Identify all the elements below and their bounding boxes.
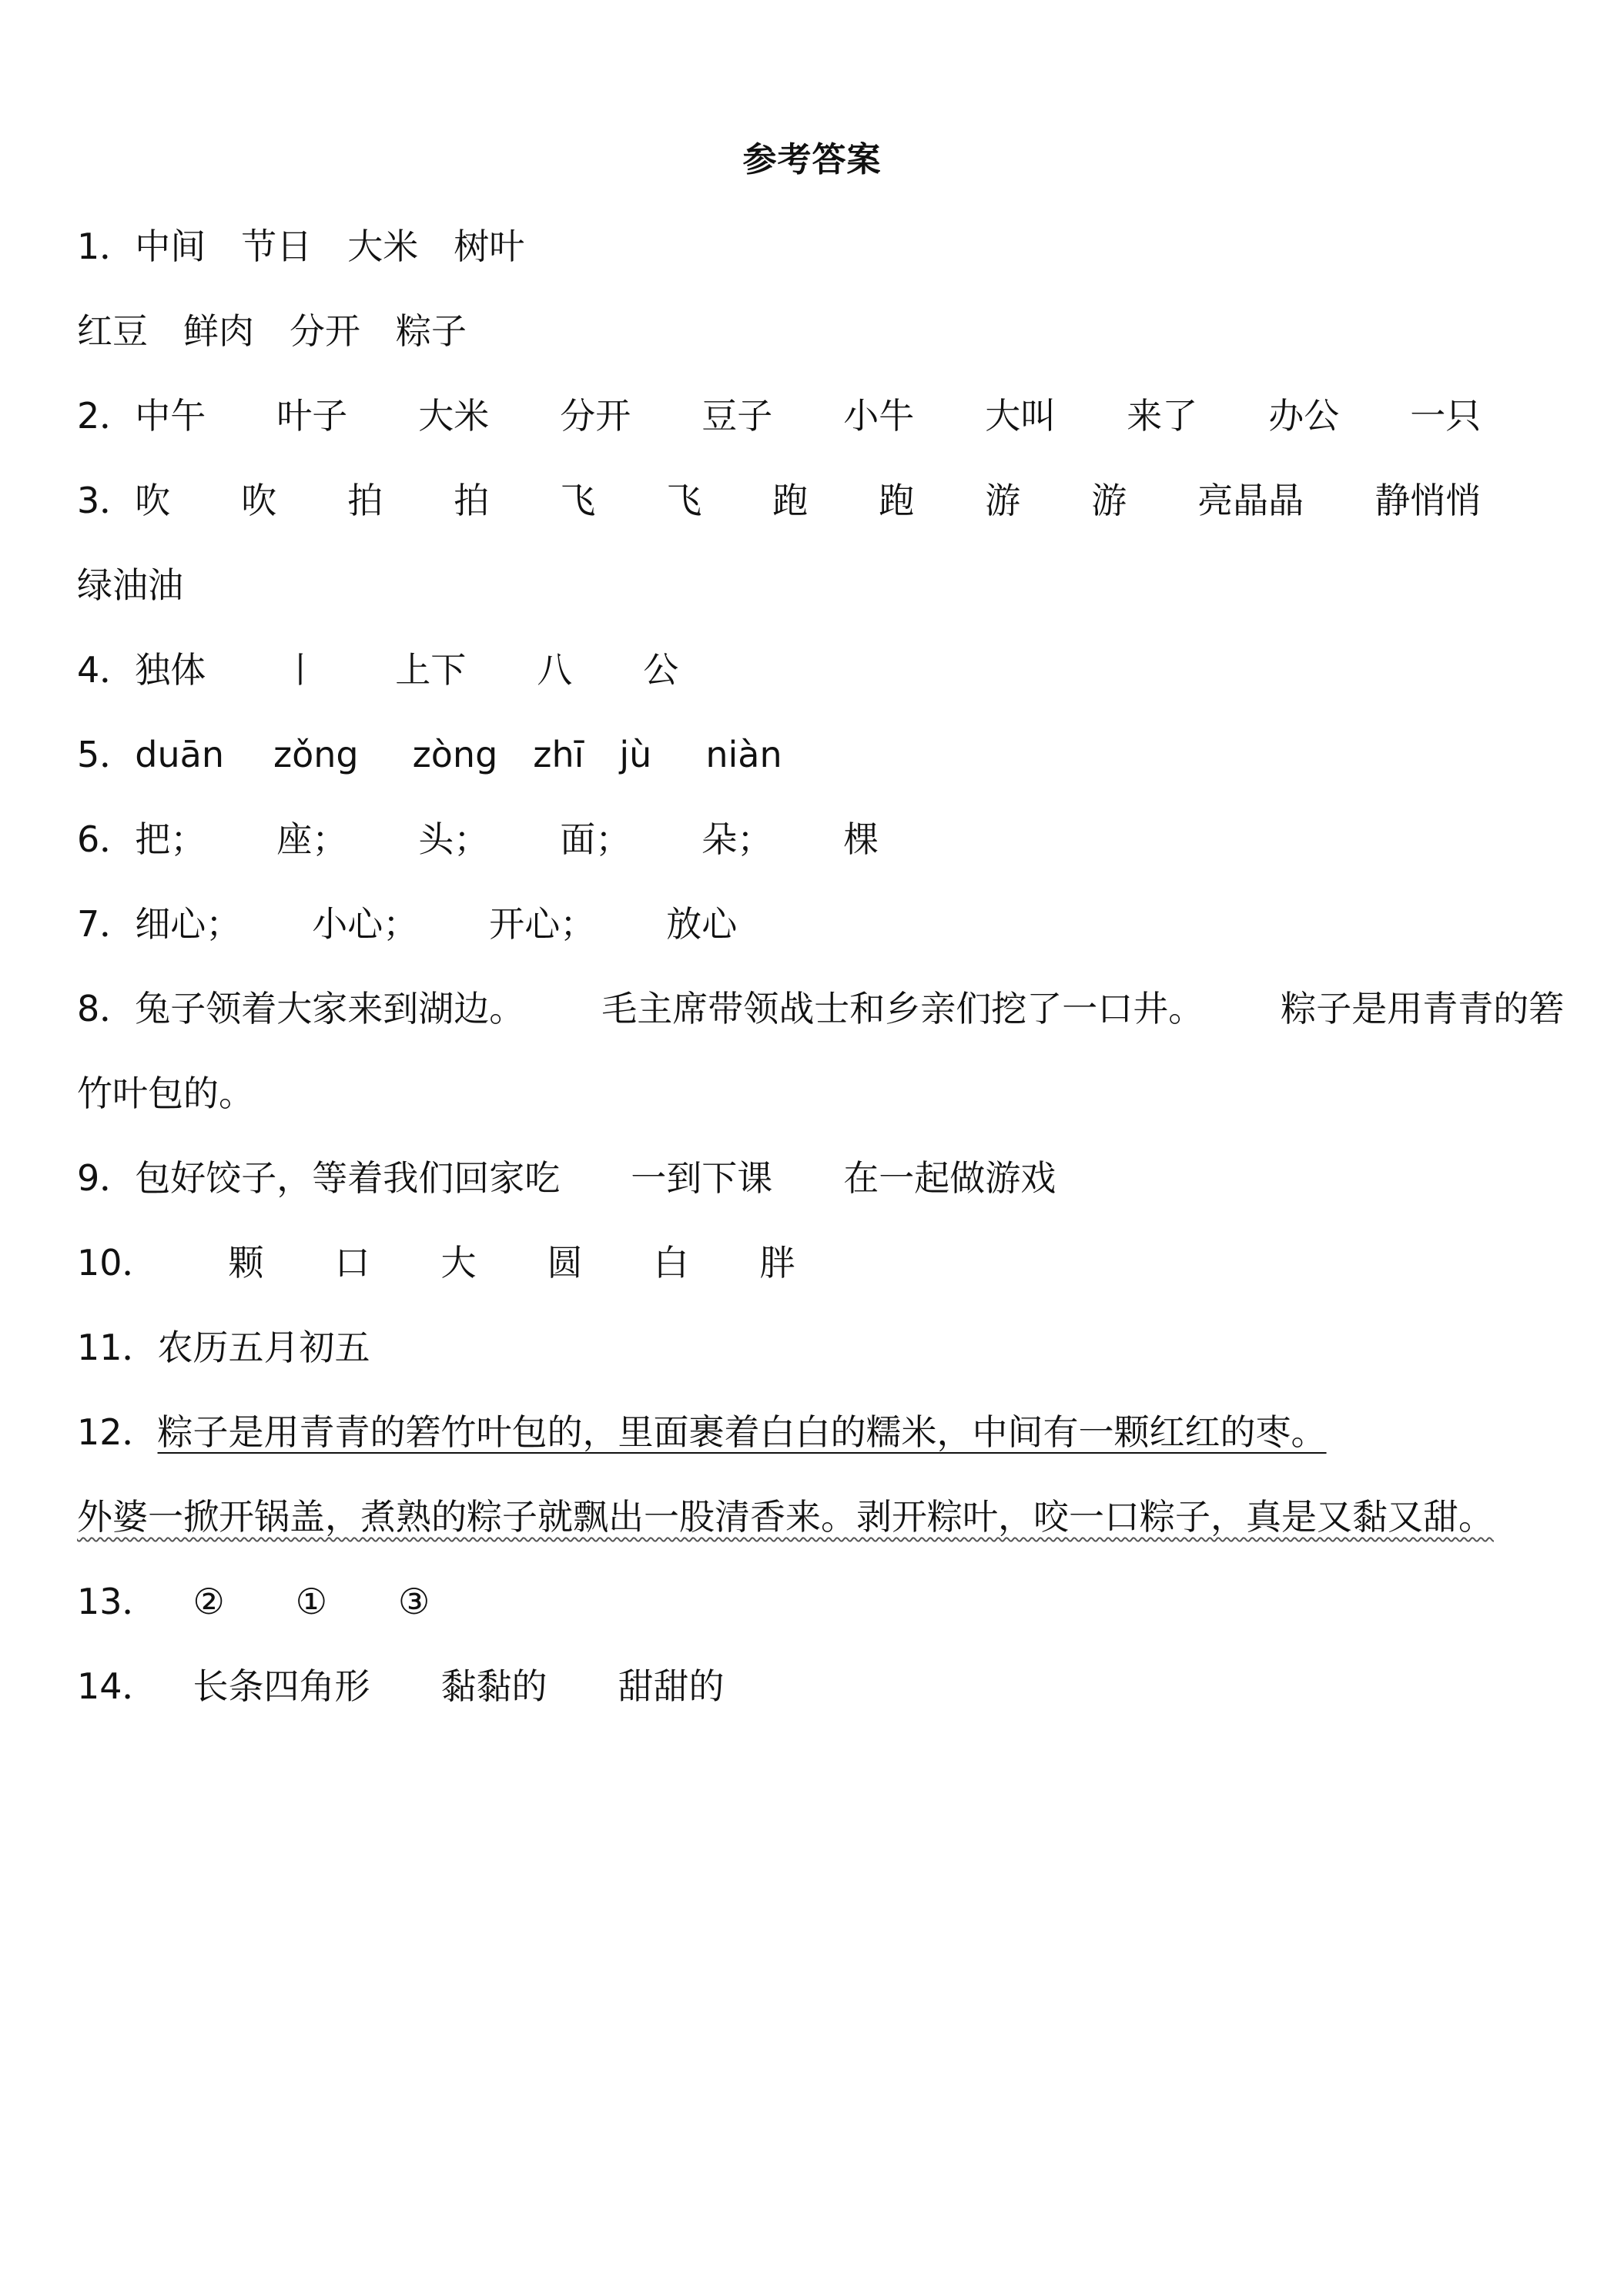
answer-word: 丨 <box>283 649 319 691</box>
answer-4 <box>77 647 678 693</box>
answer-14 <box>77 1663 725 1709</box>
answer-word: 甜甜的 <box>618 1665 725 1707</box>
circled-number: ② <box>193 1581 225 1622</box>
answer-word: 中间 <box>135 226 206 267</box>
answer-word: 跑 <box>772 480 809 521</box>
pinyin-answer: jù <box>619 734 652 775</box>
answer-word: 细心； <box>135 903 242 945</box>
answer-word: 办公 <box>1268 395 1340 437</box>
answer-number: 3． <box>77 480 136 521</box>
answer-word: 吹 <box>241 480 277 521</box>
answer-word: 叶子 <box>276 395 348 437</box>
answer-word: 跑 <box>879 480 915 521</box>
answer-word: 亮晶晶 <box>1197 480 1304 521</box>
answer-11 <box>77 1324 370 1371</box>
answer-word: 小牛 <box>843 395 915 437</box>
pinyin-answer: niàn <box>705 734 782 775</box>
answer-word: 节日 <box>241 226 313 267</box>
answer-word: 豆子 <box>702 395 773 437</box>
answer-sentence: 兔子领着大家来到湖边。 <box>135 988 525 1029</box>
answer-number: 9． <box>77 1157 136 1199</box>
answer-word: 飞 <box>666 480 702 521</box>
answer-word: 中午 <box>135 395 206 437</box>
answer-word: 分开 <box>560 395 631 437</box>
pinyin-answer: duān <box>135 734 224 775</box>
answer-word: 圆 <box>547 1242 583 1284</box>
answer-3-continued <box>77 562 183 608</box>
answer-number: 5． <box>77 734 136 775</box>
pinyin-answer: zhī <box>533 734 584 775</box>
answer-word: 拍 <box>347 480 383 521</box>
answer-word: 把； <box>135 818 206 860</box>
answer-word: 胖 <box>759 1242 795 1284</box>
answer-sentence: 竹叶包的。 <box>77 1073 254 1114</box>
pinyin-answer: zǒng <box>273 734 359 775</box>
answer-word: 朵； <box>702 818 773 860</box>
answer-5 <box>77 731 782 778</box>
answer-word: 棵 <box>843 818 879 860</box>
answer-7 <box>77 901 737 947</box>
answer-word: 拍 <box>454 480 490 521</box>
answer-word: 吹 <box>135 480 171 521</box>
answer-word: 独体 <box>135 649 206 691</box>
answer-8-continued <box>77 1070 254 1116</box>
answer-8 <box>77 986 1564 1032</box>
answer-phrase: 农历五月初五 <box>157 1327 370 1368</box>
answer-number: 7． <box>77 903 136 945</box>
answer-phrase: 一到下课 <box>631 1157 773 1199</box>
answer-word: 口 <box>334 1242 370 1284</box>
answer-number: 10． <box>77 1242 158 1284</box>
answer-word: 绿油油 <box>77 564 183 606</box>
answer-word: 放心 <box>666 903 738 945</box>
answer-word: 颗 <box>228 1242 264 1284</box>
answer-phrase: 在一起做游戏 <box>843 1157 1056 1199</box>
answer-word: 座； <box>276 818 348 860</box>
answer-word: 静悄悄 <box>1375 480 1482 521</box>
answer-word: 鲜肉 <box>183 310 254 352</box>
answer-word: 飞 <box>560 480 596 521</box>
answer-6 <box>77 816 879 862</box>
answer-number: 2． <box>77 395 136 437</box>
answer-10 <box>77 1240 795 1286</box>
answer-word: 公 <box>643 649 679 691</box>
answer-word: 来了 <box>1127 395 1198 437</box>
answer-word: 开心； <box>489 903 596 945</box>
answer-word: 面； <box>560 818 631 860</box>
answer-word: 红豆 <box>77 310 148 352</box>
answer-number: 8． <box>77 988 136 1029</box>
answer-word: 大叫 <box>985 395 1056 437</box>
answer-number: 14． <box>77 1665 158 1707</box>
answer-word: 黏黏的 <box>440 1665 547 1707</box>
answer-12 <box>77 1409 1327 1455</box>
answer-word: 小心； <box>312 903 419 945</box>
answer-13 <box>77 1578 430 1625</box>
answer-word: 大米 <box>418 395 490 437</box>
answer-1-row-1 <box>77 223 524 269</box>
answer-number: 11． <box>77 1327 158 1368</box>
answer-word: 大米 <box>347 226 419 267</box>
wavy-underlined-sentence: 外婆一掀开锅盖，煮熟的粽子就飘出一股清香来。剥开粽叶，咬一口粽子，真是又黏又甜。 <box>77 1496 1494 1538</box>
answer-number: 13． <box>77 1581 158 1622</box>
answer-9 <box>77 1155 1056 1201</box>
answer-word: 游 <box>985 480 1021 521</box>
answer-word: 粽子 <box>396 310 467 352</box>
answer-word: 白 <box>653 1242 689 1284</box>
answer-phrase: 包好饺子，等着我们回家吃 <box>135 1157 561 1199</box>
answer-word: 头； <box>418 818 490 860</box>
answer-word: 分开 <box>290 310 360 352</box>
answer-sentence: 粽子是用青青的箬 <box>1281 988 1565 1029</box>
answer-12-continued <box>77 1494 1494 1540</box>
answer-word: 八 <box>537 649 573 691</box>
underlined-sentence: 粽子是用青青的箬竹叶包的，里面裹着白白的糯米，中间有一颗红红的枣。 <box>157 1411 1327 1453</box>
answer-2 <box>77 393 1481 439</box>
answer-word: 树叶 <box>454 226 525 267</box>
circled-number: ① <box>295 1581 328 1622</box>
pinyin-answer: zòng <box>412 734 498 775</box>
answer-word: 长条四角形 <box>193 1665 370 1707</box>
answer-sentence: 毛主席带领战士和乡亲们挖了一口井。 <box>601 988 1204 1029</box>
answer-word: 一只 <box>1410 395 1482 437</box>
page-title: 参考答案 <box>742 140 882 179</box>
answer-number: 12． <box>77 1411 158 1453</box>
answer-number: 1． <box>77 226 136 267</box>
answer-word: 游 <box>1091 480 1127 521</box>
answer-word: 大 <box>440 1242 477 1284</box>
circled-number: ③ <box>398 1581 430 1622</box>
answer-word: 上下 <box>395 649 467 691</box>
answer-number: 6． <box>77 818 136 860</box>
answer-1-row-2 <box>77 308 467 354</box>
answer-number: 4． <box>77 649 136 691</box>
answer-3 <box>77 477 1481 524</box>
